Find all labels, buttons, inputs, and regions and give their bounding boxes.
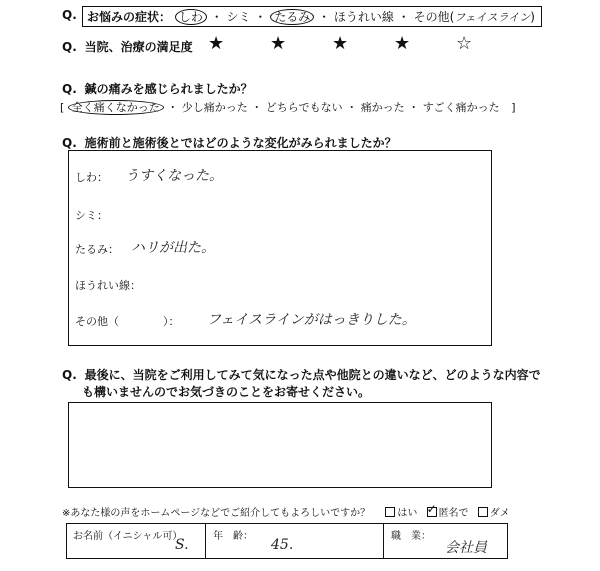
q5-row [62, 366, 541, 383]
consent-row [62, 504, 510, 519]
star-2-icon[interactable]: ★ [270, 33, 287, 54]
answer-other: フェイスラインがはっきりした。 [207, 312, 416, 328]
q1-label: お悩みの症状： [87, 10, 172, 24]
q1-options-frame [82, 6, 542, 27]
q3-row [62, 80, 253, 97]
star-5-icon[interactable]: ☆ [456, 33, 473, 54]
star-3-icon[interactable]: ★ [332, 33, 349, 54]
answer-wrinkles: うすくなった。 [125, 168, 223, 184]
q4-label: 施術前と施術後とではどのような変化がみられましたか？ [84, 136, 397, 150]
row-label-sagging: たるみ： [75, 243, 119, 256]
age-label: 年 齢： [213, 531, 253, 542]
q1-option-sagging[interactable]: たるみ [270, 9, 314, 25]
q2-label: 当院、治療の満足度 [84, 40, 193, 54]
row-label-spots: シミ： [75, 209, 108, 222]
occupation-label: 職 業： [391, 531, 431, 542]
table-divider [383, 524, 384, 558]
q1-close-paren: ) [530, 10, 535, 24]
q3-option-painful[interactable]: 痛かった [360, 101, 405, 114]
q3-option-very-painful[interactable]: すごく痛かった [422, 101, 500, 114]
comments-answer-box[interactable] [68, 402, 492, 488]
star-1-icon[interactable]: ★ [208, 33, 225, 54]
row-label-other: その他（ ）： [75, 315, 180, 328]
q1-option-spots[interactable]: シミ [226, 10, 251, 24]
q1-other-value: フェイスライン [454, 11, 531, 24]
q3-separator: ・ [167, 101, 179, 114]
q3-option-neutral[interactable]: どちらでもない [265, 101, 343, 114]
consent-option-anonymous[interactable]: ✓ 匿名で [427, 508, 469, 519]
q1-row [62, 8, 77, 22]
q3-open-bracket: [ [60, 101, 65, 114]
respondent-info-table [66, 523, 508, 559]
table-divider [205, 524, 206, 558]
q1-option-nasolabial[interactable]: ほうれい線 [333, 10, 394, 24]
checkbox-icon[interactable] [385, 507, 395, 517]
consent-question: ※あなた様の声をホームページなどでご紹介してもよろしいですか？ [62, 508, 371, 519]
q1-separator: ・ [210, 10, 223, 24]
q4-prefix: Q. [62, 136, 77, 150]
q3-label: 鍼の痛みを感じられましたか？ [84, 82, 253, 96]
row-label-wrinkles: しわ： [75, 171, 108, 184]
q1-separator: ・ [397, 10, 410, 24]
q5-line-2: も構いませんのでお気づきのことをお寄せください。 [82, 385, 371, 399]
q1-option-other[interactable]: その他( [413, 10, 455, 24]
occupation-value[interactable]: 会社員 [445, 540, 487, 556]
consent-option-no[interactable]: ダメ [478, 508, 510, 519]
name-value[interactable]: S. [175, 537, 189, 553]
answer-sagging: ハリが出た。 [131, 240, 215, 256]
satisfaction-rating[interactable] [208, 33, 518, 54]
q3-separator: ・ [408, 101, 420, 114]
checkbox-icon[interactable] [478, 507, 488, 517]
q3-separator: ・ [346, 101, 358, 114]
changes-answer-box[interactable] [68, 150, 492, 346]
q3-option-no-pain[interactable]: 全く痛くなかった [68, 100, 164, 115]
age-value[interactable]: 45. [271, 537, 294, 553]
q1-option-wrinkles[interactable]: しわ [175, 9, 207, 25]
row-label-nasolabial: ほうれい線： [75, 279, 141, 292]
q3-close-bracket: ] [511, 101, 516, 114]
q4-row [62, 134, 397, 151]
q1-separator: ・ [318, 10, 331, 24]
q3-option-little-pain[interactable]: 少し痛かった [181, 101, 248, 114]
name-label: お名前（イニシャル可） [73, 531, 183, 542]
star-4-icon[interactable]: ★ [394, 33, 411, 54]
q3-options [60, 99, 515, 115]
q5-line-1: 最後に、当院をご利用してみて気になった点や他院との違いなど、どのような内容で [84, 368, 541, 382]
q1-prefix: Q. [62, 8, 77, 22]
q1-separator: ・ [254, 10, 267, 24]
q5-prefix: Q. [62, 368, 77, 382]
q2-prefix: Q. [62, 40, 77, 54]
consent-option-yes[interactable]: はい [385, 508, 417, 519]
checkbox-checked-icon[interactable] [427, 507, 437, 517]
q3-separator: ・ [251, 101, 263, 114]
q2-row [62, 38, 193, 55]
q3-prefix: Q. [62, 82, 77, 96]
